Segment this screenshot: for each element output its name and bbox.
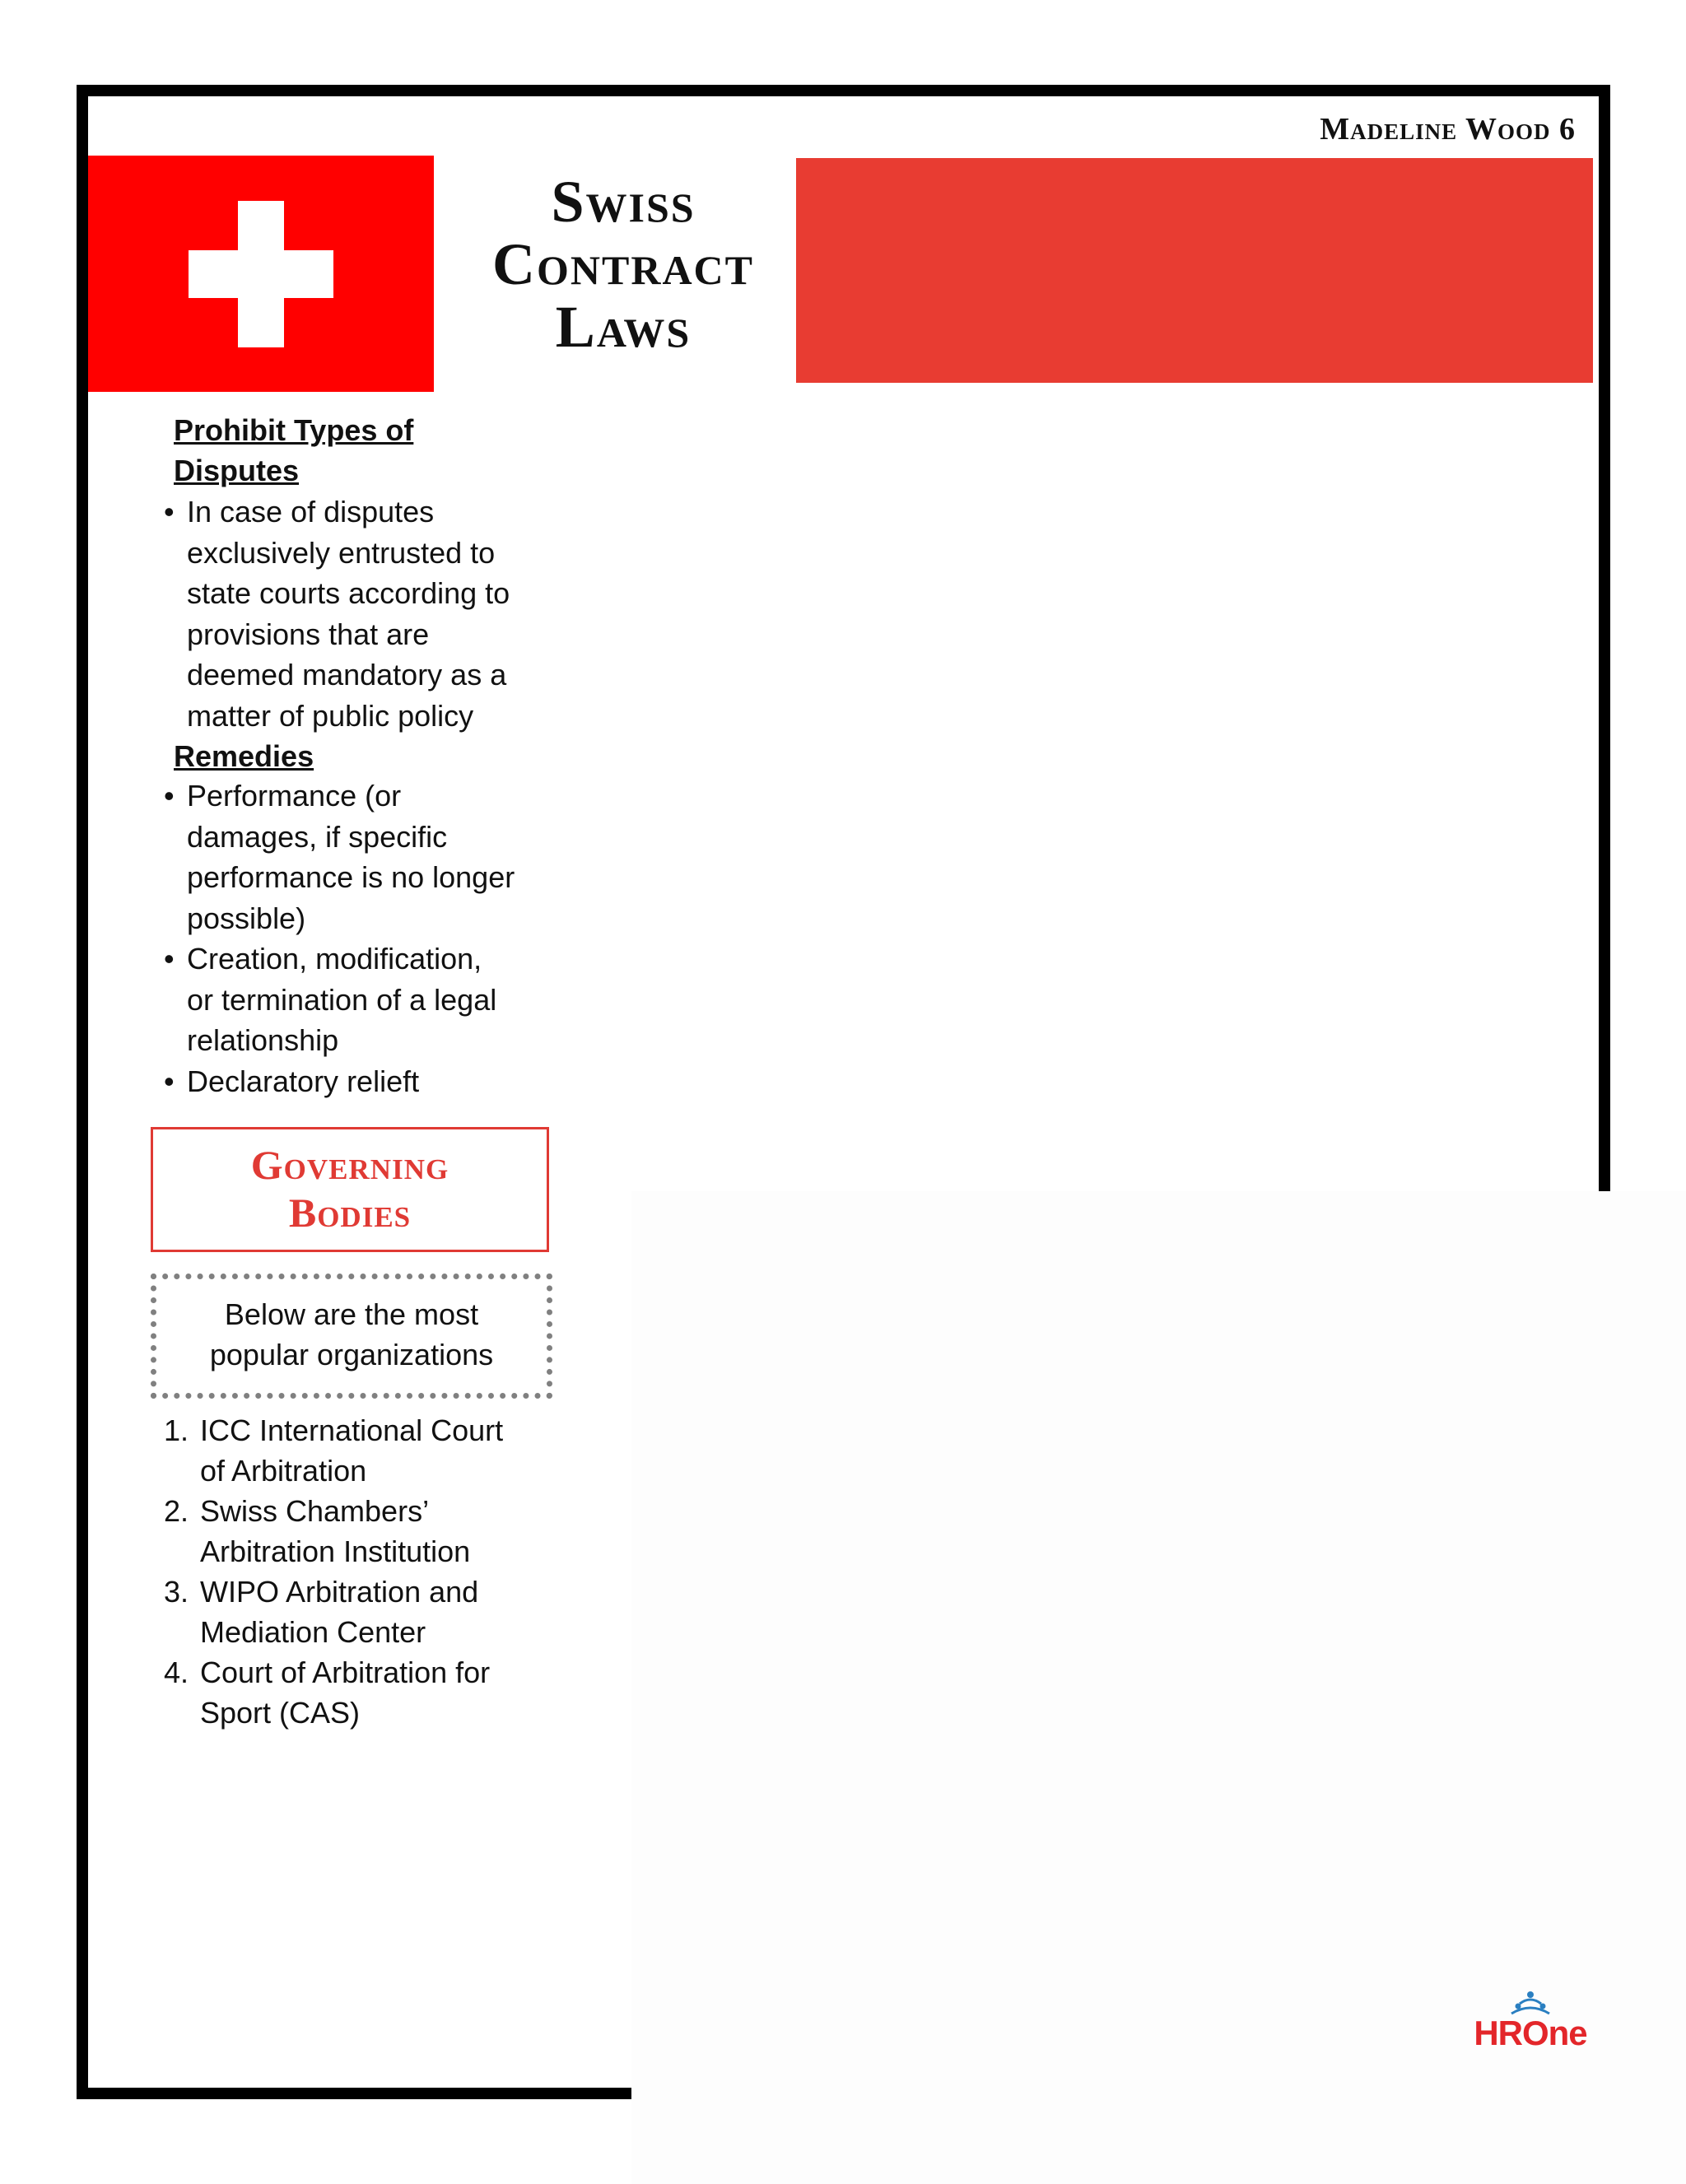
- title-line: Swiss: [551, 169, 696, 235]
- bullet-line: matter of public policy: [187, 698, 474, 733]
- title-line: Contract: [491, 231, 755, 297]
- governing-bodies-title: [151, 1127, 549, 1252]
- list-number: 3.: [164, 1575, 189, 1609]
- remedies-bullet-list: [161, 775, 541, 1101]
- hrone-logo: [1469, 1991, 1592, 2056]
- bullet-line: In case of disputes: [187, 495, 435, 529]
- bullet-line: Declaratory relieft: [187, 1064, 420, 1098]
- org-line: Court of Arbitration for: [200, 1655, 491, 1689]
- bullet-line: possible): [187, 901, 306, 935]
- bullet-item: [161, 491, 541, 736]
- bullet-icon: •: [164, 1064, 175, 1098]
- note-line: Below are the most: [224, 1297, 479, 1331]
- org-line: Arbitration Institution: [200, 1534, 471, 1568]
- bullet-line: provisions that are: [187, 617, 430, 651]
- bullet-item: [161, 775, 541, 938]
- organizations-note: [151, 1274, 552, 1399]
- bullet-line: deemed mandatory as a: [187, 658, 507, 692]
- bullet-item: [161, 1061, 541, 1102]
- bullet-line: Creation, modification,: [187, 942, 482, 976]
- organizations-list: [161, 1410, 562, 1733]
- title-line: Laws: [555, 294, 692, 360]
- list-number: 1.: [164, 1413, 189, 1447]
- page-title: [450, 170, 796, 358]
- disputes-heading: [174, 410, 413, 491]
- organization-item: [161, 1572, 562, 1652]
- disputes-bullet-list: [161, 491, 541, 736]
- heading-line: Prohibit Types of: [174, 413, 414, 447]
- bullet-icon: •: [164, 779, 175, 813]
- page-frame: [77, 85, 1610, 2099]
- org-line: ICC International Court: [200, 1413, 504, 1447]
- bullet-line: Performance (or: [187, 779, 402, 813]
- remedies-heading: Remedies: [174, 739, 314, 773]
- org-line: Swiss Chambers’: [200, 1494, 430, 1528]
- logo-text: HROne: [1474, 2014, 1587, 2052]
- org-line: WIPO Arbitration and: [200, 1575, 479, 1609]
- bullet-line: or termination of a legal: [187, 982, 497, 1017]
- org-line: of Arbitration: [200, 1454, 367, 1488]
- organization-item: [161, 1491, 562, 1572]
- heading-line: Disputes: [174, 454, 300, 487]
- organization-item: [161, 1652, 562, 1733]
- swiss-flag: [88, 156, 434, 392]
- bullet-line: relationship: [187, 1023, 339, 1057]
- organization-item: [161, 1410, 562, 1491]
- flag-cross-horizontal: [189, 250, 333, 298]
- org-line: Sport (CAS): [200, 1696, 361, 1730]
- bullet-line: performance is no longer: [187, 860, 515, 894]
- bullet-item: [161, 938, 541, 1061]
- author-header: Madeline Wood 6: [1320, 112, 1576, 147]
- bullet-line: state courts according to: [187, 576, 510, 610]
- bullet-line: exclusively entrusted to: [187, 535, 496, 570]
- gov-title-line: Bodies: [288, 1190, 412, 1236]
- note-line: popular organizations: [209, 1338, 494, 1371]
- gov-title-line: Governing: [250, 1142, 449, 1188]
- list-number: 2.: [164, 1494, 189, 1528]
- red-banner: [796, 158, 1593, 383]
- people-arc-icon: [1510, 1991, 1551, 2015]
- list-number: 4.: [164, 1655, 189, 1689]
- org-line: Mediation Center: [200, 1615, 426, 1649]
- bullet-line: damages, if specific: [187, 819, 448, 854]
- bullet-icon: •: [164, 495, 175, 529]
- bullet-icon: •: [164, 942, 175, 976]
